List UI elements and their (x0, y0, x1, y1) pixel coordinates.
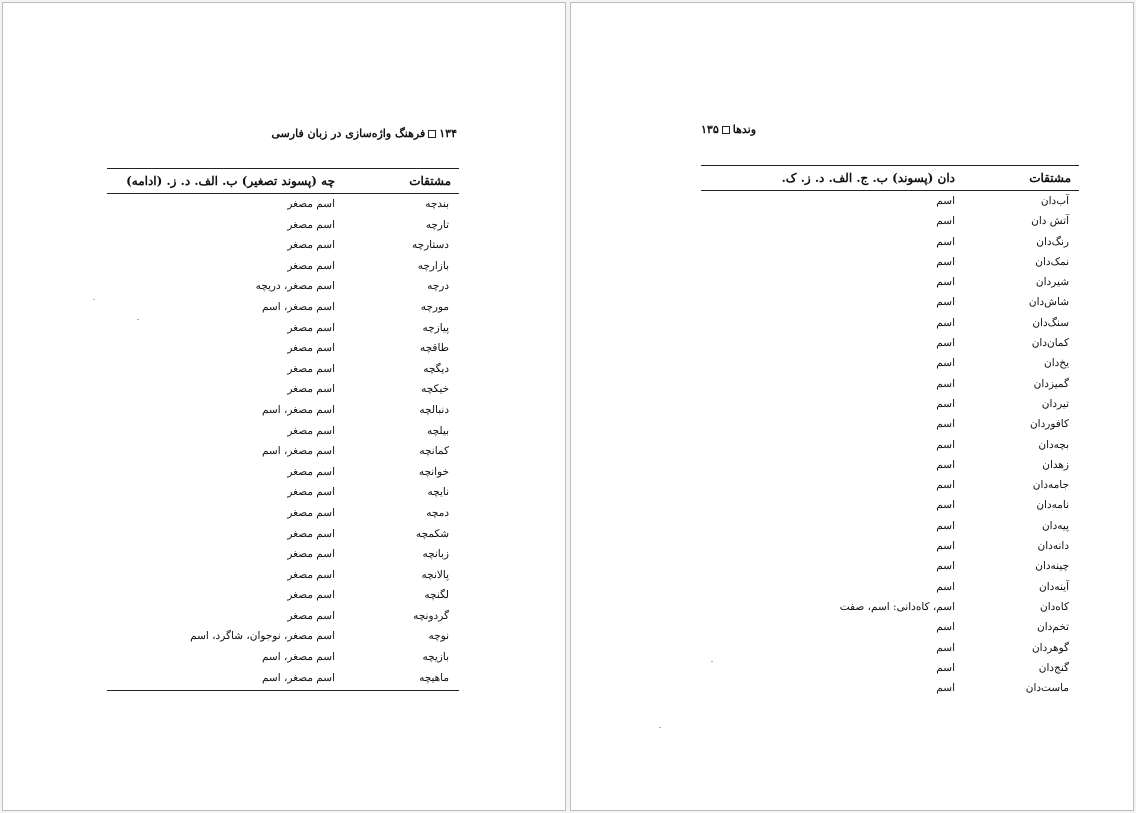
word-category: اسم (936, 641, 955, 654)
left-page (2, 2, 566, 811)
derived-word: گنج‌دان (1038, 661, 1069, 674)
word-category: اسم (936, 296, 955, 309)
word-category: اسم (936, 235, 955, 248)
derived-word: دستارچه (411, 239, 449, 252)
running-head-left (271, 127, 457, 140)
word-category: اسم (936, 499, 955, 512)
table-header (701, 165, 1079, 191)
word-category: اسم (936, 397, 955, 410)
page-number: ۱۳۵ (701, 123, 719, 136)
derived-word: زهدان (1042, 458, 1069, 471)
derived-word: بازارچه (417, 259, 449, 272)
book-title: فرهنگ واژه‌سازی در زبان فارسی (271, 127, 426, 140)
table-row (701, 333, 1079, 353)
table-row (107, 215, 459, 236)
right-page (570, 2, 1134, 811)
table-row (701, 658, 1079, 678)
derived-word: نوچه (428, 630, 449, 643)
running-head-right (701, 123, 756, 136)
table-row (107, 565, 459, 586)
table-row (701, 475, 1079, 495)
square-ornament-icon (722, 126, 730, 134)
word-category: اسم مصغر (287, 424, 335, 437)
word-category: اسم (936, 215, 955, 228)
section-title: وندها (732, 123, 757, 136)
table-row (701, 455, 1079, 475)
table-row (701, 394, 1079, 414)
word-category: اسم (936, 621, 955, 634)
table-row (701, 495, 1079, 515)
word-category: اسم (936, 458, 955, 471)
table-row (107, 441, 459, 462)
table-row (107, 585, 459, 606)
scan-speck (137, 319, 139, 320)
word-category: اسم (936, 479, 955, 492)
word-category: اسم مصغر (287, 465, 335, 478)
table-row (701, 435, 1079, 455)
table-row (107, 400, 459, 421)
derived-word: زبانچه (422, 548, 449, 561)
table-row (107, 194, 459, 215)
derived-word: سنگ‌دان (1032, 316, 1069, 329)
table-row (701, 414, 1079, 434)
word-category: اسم مصغر، اسم (261, 445, 335, 458)
word-category: اسم مصغر، اسم (261, 300, 335, 313)
table-body (107, 194, 459, 688)
derived-word: کمانچه (419, 445, 449, 458)
table-row (701, 272, 1079, 292)
table-row (107, 524, 459, 545)
table-row (701, 313, 1079, 333)
table-row (107, 462, 459, 483)
table-row (107, 338, 459, 359)
derived-word: نمک‌دان (1035, 255, 1069, 268)
table-row (107, 297, 459, 318)
table-row (701, 617, 1079, 637)
word-category: اسم مصغر، اسم (261, 651, 335, 664)
scan-speck (93, 299, 95, 300)
word-category: اسم (936, 540, 955, 553)
word-category: اسم مصغر (287, 527, 335, 540)
header-suffix: چه (پسوند تصغیر) ب. الف. د. ز. (ادامه) (126, 174, 335, 188)
derived-word: ماست‌دان (1025, 682, 1069, 695)
word-category: اسم مصغر (287, 259, 335, 272)
table-row (107, 421, 459, 442)
word-category: اسم، کاه‌دانی: اسم، صفت (839, 600, 955, 613)
table-row (107, 276, 459, 297)
table-row (701, 292, 1079, 312)
derived-word: گردونچه (413, 609, 449, 622)
word-category: اسم (936, 316, 955, 329)
derived-word: بچه‌دان (1038, 438, 1069, 451)
table-row (107, 379, 459, 400)
word-category: اسم مصغر (287, 239, 335, 252)
derived-word: چینه‌دان (1035, 560, 1069, 573)
derived-word: تیردان (1041, 397, 1069, 410)
table-row (107, 626, 459, 647)
word-category: اسم مصغر (287, 342, 335, 355)
derived-word: آتش دان (1031, 215, 1069, 228)
derivatives-table-left (107, 168, 459, 691)
derived-word: دنبالچه (419, 403, 449, 416)
word-category: اسم (936, 560, 955, 573)
derived-word: بیلچه (427, 424, 449, 437)
word-category: اسم (936, 255, 955, 268)
table-row (701, 252, 1079, 272)
scan-speck (659, 727, 661, 728)
derived-word: بازیچه (422, 651, 449, 664)
derived-word: شکمچه (415, 527, 449, 540)
table-row (107, 503, 459, 524)
word-category: اسم مصغر (287, 383, 335, 396)
table-row (107, 482, 459, 503)
table-row (107, 235, 459, 256)
table-row (107, 606, 459, 627)
word-category: اسم مصغر (287, 609, 335, 622)
derived-word: یخ‌دان (1043, 357, 1069, 370)
table-header (107, 168, 459, 194)
word-category: اسم (936, 580, 955, 593)
word-category: اسم (936, 195, 955, 207)
derivatives-table-right (701, 165, 1079, 698)
square-ornament-icon (428, 130, 436, 138)
word-category: اسم (936, 357, 955, 370)
header-derivatives: مشتقات (409, 174, 451, 188)
table-row (701, 638, 1079, 658)
word-category: اسم (936, 337, 955, 350)
derived-word: لگنچه (424, 589, 449, 602)
word-category: اسم (936, 438, 955, 451)
word-category: اسم مصغر (287, 198, 335, 210)
table-row (701, 597, 1079, 617)
word-category: اسم مصغر (287, 506, 335, 519)
word-category: اسم (936, 276, 955, 289)
page-number: ۱۳۴ (439, 127, 457, 140)
derived-word: پالانچه (421, 568, 449, 581)
derived-word: گوهردان (1031, 641, 1069, 654)
table-row (107, 668, 459, 689)
word-category: اسم (936, 377, 955, 390)
derived-word: شیردان (1035, 276, 1069, 289)
header-suffix: دان (پسوند) ب. ج. الف. د. ز. ک. (781, 171, 955, 185)
derived-word: نایچه (427, 486, 449, 499)
word-category: اسم (936, 682, 955, 695)
table-row (701, 191, 1079, 211)
table-row (701, 556, 1079, 576)
word-category: اسم مصغر، اسم (261, 671, 335, 684)
derived-word: تخم‌دان (1037, 621, 1069, 634)
word-category: اسم مصغر (287, 568, 335, 581)
scan-speck (711, 661, 713, 662)
word-category: اسم (936, 519, 955, 532)
table-row (701, 374, 1079, 394)
word-category: اسم مصغر (287, 548, 335, 561)
derived-word: آینه‌دان (1039, 580, 1069, 593)
word-category: اسم مصغر (287, 218, 335, 231)
derived-word: دیگچه (423, 362, 449, 375)
derived-word: دمچه (426, 506, 449, 519)
derived-word: رنگ‌دان (1036, 235, 1069, 248)
table-row (107, 359, 459, 380)
word-category: اسم مصغر (287, 362, 335, 375)
derived-word: شاش‌دان (1028, 296, 1069, 309)
derived-word: پیازچه (422, 321, 449, 334)
derived-word: نامه‌دان (1036, 499, 1069, 512)
derived-word: خوانچه (418, 465, 449, 478)
table-row (701, 516, 1079, 536)
word-category: اسم مصغر، اسم (261, 403, 335, 416)
derived-word: خیکچه (421, 383, 449, 396)
header-derivatives: مشتقات (1029, 171, 1071, 185)
derived-word: درچه (427, 280, 449, 293)
table-row (701, 353, 1079, 373)
derived-word: طاقچه (420, 342, 449, 355)
derived-word: ماهیچه (419, 671, 449, 684)
word-category: اسم مصغر، نوجوان، شاگرد، اسم (190, 630, 335, 643)
derived-word: کافوردان (1029, 418, 1069, 431)
table-row (701, 577, 1079, 597)
derived-word: کاه‌دان (1039, 600, 1069, 613)
table-body (701, 191, 1079, 698)
table-row (701, 536, 1079, 556)
table-row (701, 678, 1079, 698)
table-bottom-rule (107, 690, 459, 691)
word-category: اسم مصغر (287, 321, 335, 334)
derived-word: مورچه (420, 300, 449, 313)
table-row (701, 232, 1079, 252)
word-category: اسم (936, 418, 955, 431)
table-row (701, 211, 1079, 231)
derived-word: پیه‌دان (1041, 519, 1069, 532)
derived-word: آب‌دان (1040, 195, 1069, 207)
derived-word: بندچه (425, 198, 449, 210)
word-category: اسم مصغر (287, 589, 335, 602)
word-category: اسم مصغر (287, 486, 335, 499)
table-row (107, 544, 459, 565)
word-category: اسم مصغر، دریچه (255, 280, 335, 293)
derived-word: کمان‌دان (1031, 337, 1069, 350)
table-row (107, 256, 459, 277)
derived-word: گمیزدان (1033, 377, 1069, 390)
word-category: اسم (936, 661, 955, 674)
derived-word: جامه‌دان (1032, 479, 1069, 492)
table-row (107, 318, 459, 339)
derived-word: تارچه (425, 218, 449, 231)
derived-word: دانه‌دان (1037, 540, 1069, 553)
table-row (107, 647, 459, 668)
